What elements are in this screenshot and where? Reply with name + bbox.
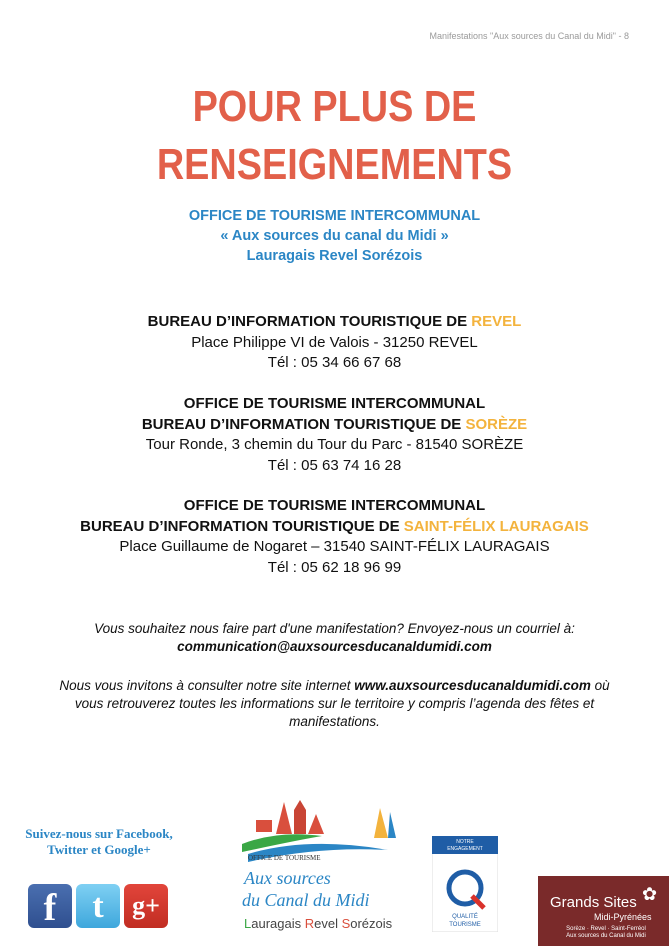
bureau-office: OFFICE DE TOURISME INTERCOMMUNAL (183, 395, 486, 412)
quality-top2: ENGAGEMENT (447, 846, 483, 852)
site-prefix: Nous vous invitons à consulter notre site internet (59, 678, 355, 693)
site-line3: manifestations. (289, 714, 380, 729)
bureau-title (0, 415, 669, 436)
follow-us-text (14, 826, 184, 858)
contact-site-block (0, 677, 669, 731)
site-line1 (0, 677, 669, 695)
bureau-title-prefix: BUREAU D’INFORMATION TOURISTIQUE DE (147, 313, 472, 330)
quality-bottom1: QUALITÉ (452, 914, 478, 920)
bureau-tel: Tél : 05 62 18 96 99 (267, 558, 402, 576)
bureau-soreze (0, 394, 669, 476)
facebook-icon[interactable] (28, 884, 72, 928)
logo-script1: Aux sources (244, 868, 331, 888)
follow-line1: Suivez-nous sur Facebook, (25, 826, 173, 841)
bureau-office: OFFICE DE TOURISME INTERCOMMUNAL (183, 497, 486, 514)
gs-region: Midi-Pyrénées (594, 912, 652, 922)
contact-email-block (0, 620, 669, 656)
site-line2: vous retrouverez toutes les informations sur le territoire y compris l’agenda des fêtes et (74, 696, 595, 711)
tag-2: evel (314, 916, 342, 931)
bureau-title (0, 312, 669, 333)
bureau-town: SORÈZE (465, 415, 528, 433)
office-region: Lauragais Revel Sorézois (246, 248, 423, 264)
tag-3: orézois (350, 916, 393, 931)
bureau-town: REVEL (471, 313, 522, 330)
flower-icon: ✿ (642, 884, 658, 904)
quality-bottom2: TOURISME (449, 922, 481, 928)
gs-caption-line1: Sorèze · Revel · Saint-Ferréol (566, 926, 646, 932)
office-heading (0, 206, 669, 266)
contact-email-link[interactable]: communication@auxsourcesducanaldumidi.com (177, 639, 492, 654)
bureau-title-prefix: BUREAU D’INFORMATION TOURISTIQUE DE (141, 415, 466, 433)
bureau-title-prefix: BUREAU D’INFORMATION TOURISTIQUE DE (80, 517, 404, 535)
tag-l: L (244, 916, 252, 931)
twitter-icon[interactable] (76, 884, 120, 928)
tag-1: auragais (251, 916, 305, 931)
page-header: Manifestations "Aux sources du Canal du Midi" - 8 (429, 31, 629, 41)
site-link[interactable]: www.auxsourcesducanaldumidi.com (354, 678, 591, 693)
google-plus-icon[interactable] (124, 884, 168, 928)
gs-title: Grands Sites (550, 894, 637, 911)
site-suffix: où (590, 678, 610, 693)
gs-caption (550, 926, 662, 940)
tag-s: S (341, 916, 351, 931)
bureau-tel: Tél : 05 34 66 67 68 (267, 354, 402, 371)
facebook-glyph: f (43, 887, 57, 929)
bureau-saint-felix (0, 496, 669, 578)
bureau-title (0, 517, 669, 538)
page-title-line2: RENSEIGNEMENTS (156, 140, 513, 189)
bureau-address: Place Guillaume de Nogaret – 31540 SAINT-FÉLIX LAURAGAIS (119, 538, 550, 555)
office-tourisme-logo (238, 790, 408, 940)
logo-script2: du Canal du Midi (242, 890, 370, 910)
bureau-tel: Tél : 05 63 74 16 28 (267, 456, 402, 474)
gs-caption-line2: Aux sources du Canal du Midi (566, 933, 646, 939)
follow-line2: Twitter et Google+ (47, 842, 151, 857)
logo-small-text: OFFICE DE TOURISME (248, 854, 321, 862)
qualite-tourisme-logo (432, 836, 498, 932)
bureau-revel (0, 312, 669, 374)
logo-tagline (244, 916, 393, 931)
grands-sites-logo (538, 876, 669, 946)
bureau-town: SAINT-FÉLIX LAURAGAIS (403, 517, 589, 535)
office-subtitle: « Aux sources du canal du Midi » (220, 228, 449, 244)
tag-r: R (304, 916, 315, 931)
bureau-address: Place Philippe VI de Valois - 31250 REVEL (191, 333, 478, 351)
google-plus-glyph: g+ (132, 891, 160, 920)
office-name: OFFICE DE TOURISME INTERCOMMUNAL (188, 208, 481, 224)
bureau-address: Tour Ronde, 3 chemin du Tour du Parc - 81540 SORÈZE (145, 436, 524, 453)
quality-top1: NOTRE (456, 839, 474, 845)
twitter-glyph: t (92, 888, 104, 925)
contact-text: Vous souhaitez nous faire part d'une manifestation? Envoyez-nous un courriel à: (94, 621, 575, 636)
page-title-line1: POUR PLUS DE (192, 82, 477, 131)
